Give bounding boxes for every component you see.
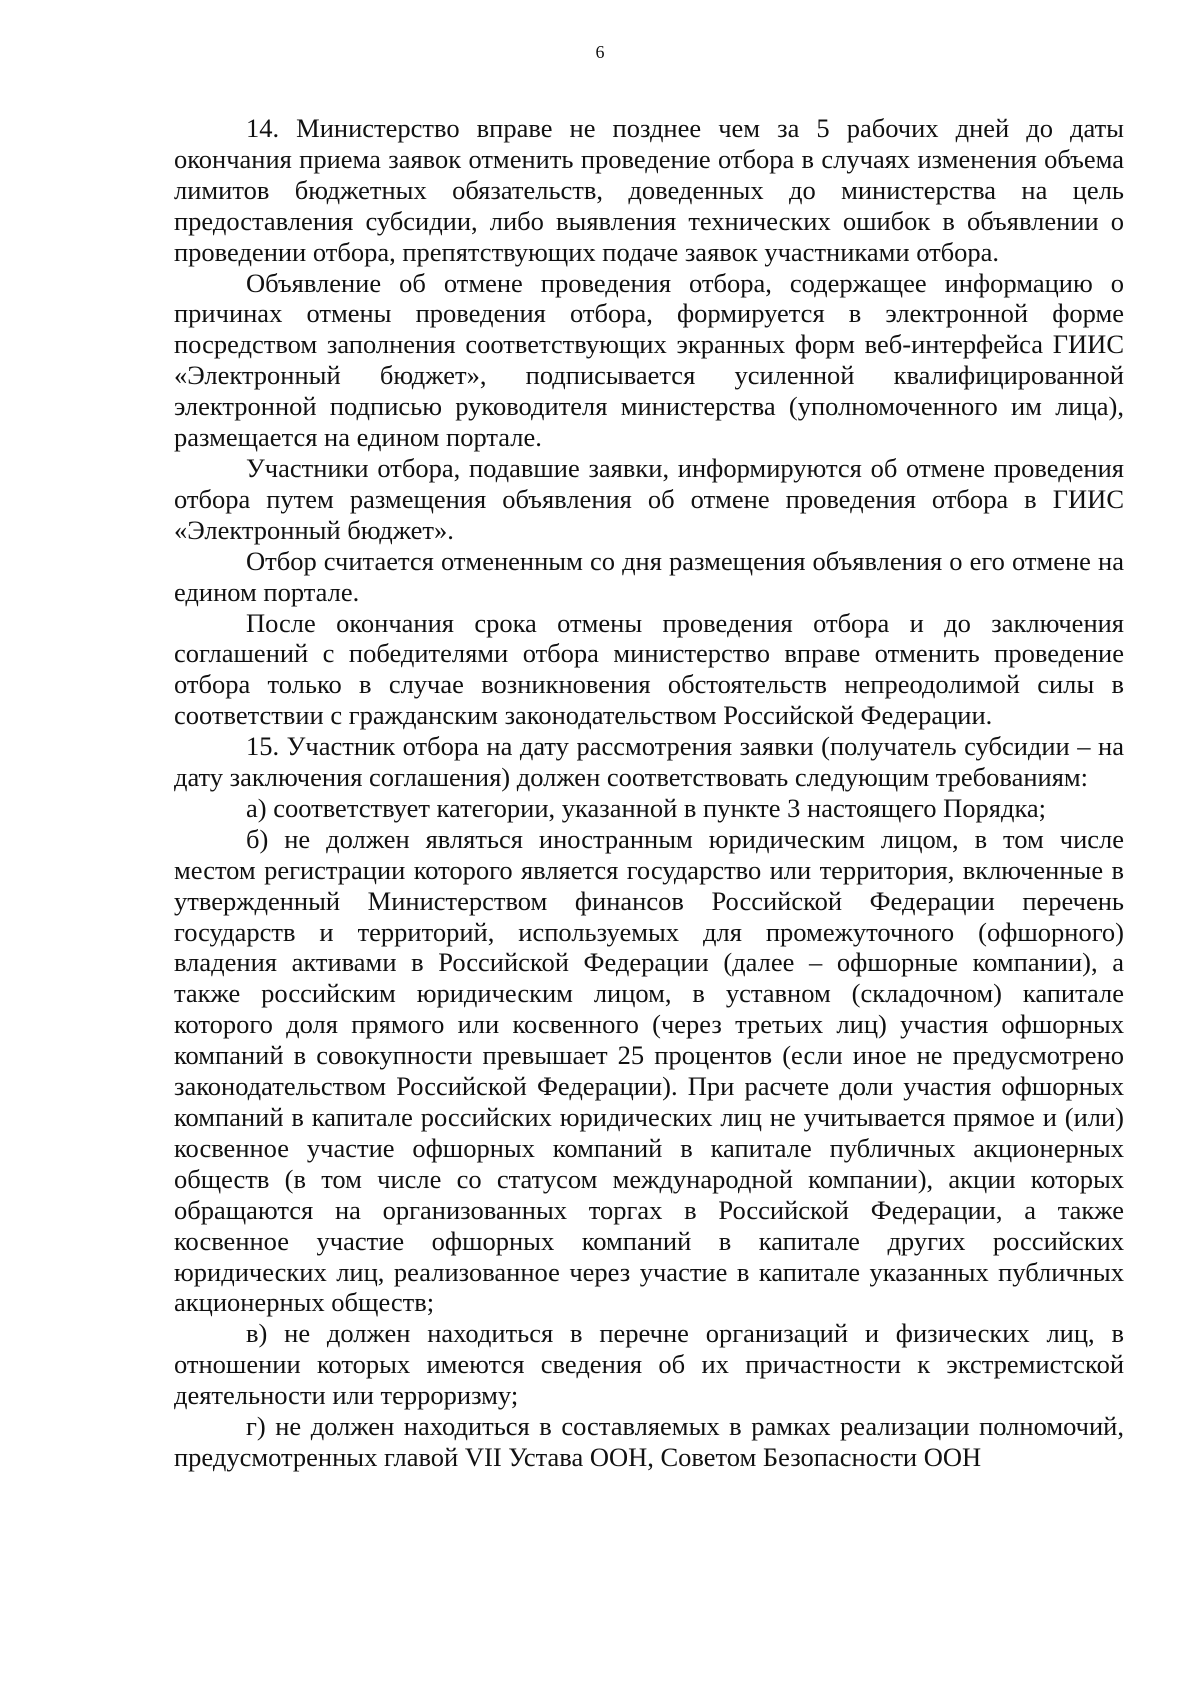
paragraph-cancellation-notice: Объявление об отмене проведения отбора, содержащее информацию о причинах отмены проведения отбора, формируется в электронной форме посредством заполнения соответствующих экранных форм веб-интерфейса ГИИС «Электронный бюджет», подписывается усиленной квалифицированной электронной подписью руководителя министерства (уполномоченного им лица), размещается на едином портале.	[174, 267, 1124, 453]
requirement-b: б) не должен являться иностранным юридическим лицом, в том числе местом регистрации которого является государство или территория, включенные в утвержденный Министерством финансов Российской Федерации перечень государств и территорий, используемых для промежуточного (офшорного) владения активами в Российской Федерации (далее – офшорные компании), а также российским юридическим лицом, в уставном (складочном) капитале которого доля прямого или косвенного (через третьих лиц) участия офшорных компаний в совокупности превышает 25 процентов (если иное не предусмотрено законодательством Российской Федерации). При расчете доли участия офшорных компаний в капитале российских юридических лиц не учитывается прямое и (или) косвенное участие офшорных компаний в капитале публичных акционерных обществ (в том числе со статусом международной компании), акции которых обращаются на организованных торгах в Российской Федерации, а также косвенное участие офшорных компаний в капитале других российских юридических лиц, реализованное через участие в капитале указанных публичных акционерных обществ;	[174, 823, 1124, 1318]
requirement-g: г) не должен находиться в составляемых в рамках реализации полномочий, предусмотренных главой VII Устава ООН, Советом Безопасности ООН	[174, 1411, 1124, 1472]
paragraph-14-cancellation: 14. Министерство вправе не позднее чем за 5 рабочих дней до даты окончания приема заявок отменить проведение отбора в случаях изменения объема лимитов бюджетных обязательств, доведенных до министерства на цель предоставления субсидии, либо выявления технических ошибок в объявлении о проведении отбора, препятствующих подаче заявок участниками отбора.	[174, 113, 1124, 267]
paragraph-15-requirements: 15. Участник отбора на дату рассмотрения заявки (получатель субсидии – на дату заключения соглашения) должен соответствовать следующим требованиям:	[174, 731, 1124, 793]
requirement-a: а) соответствует категории, указанной в пункте 3 настоящего Порядка;	[246, 792, 1047, 823]
paragraph-selection-cancelled: Отбор считается отмененным со дня размещения объявления о его отмене на едином портале.	[174, 545, 1124, 607]
document-body	[174, 113, 1124, 1473]
paragraph-force-majeure: После окончания срока отмены проведения отбора и до заключения соглашений с победителями отбора министерство вправе отменить проведение отбора только в случае возникновения обстоятельств непреодолимой силы в соответствии с гражданским законодательством Российской Федерации.	[174, 607, 1124, 731]
paragraph-participants-informed: Участники отбора, подавшие заявки, информируются об отмене проведения отбора путем размещения объявления об отмене проведения отбора в ГИИС «Электронный бюджет».	[174, 452, 1124, 545]
requirement-v: в) не должен находиться в перечне организаций и физических лиц, в отношении которых имеются сведения об их причастности к экстремистской деятельности или терроризму;	[174, 1318, 1124, 1411]
page-number: 6	[595, 42, 605, 62]
